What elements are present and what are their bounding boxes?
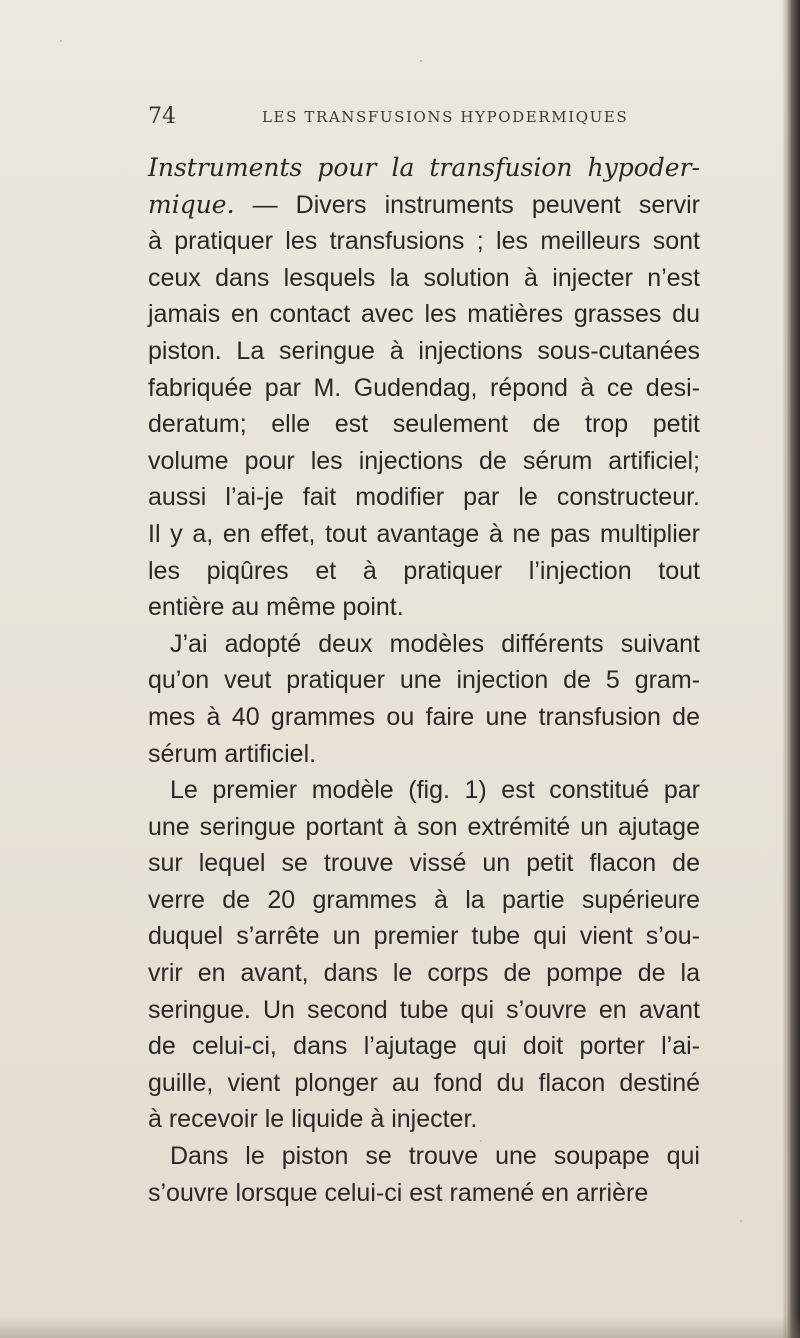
line-text: deratum; elle est seulement de trop petit — [148, 410, 700, 439]
line-text: Dans le piston se trouve une soupape qui — [170, 1142, 700, 1171]
text-line — [148, 918, 700, 955]
line-text: ceux dans lesquels la solution à injecter n’est — [148, 263, 700, 292]
text-line — [148, 772, 700, 809]
line-text: J’ai adopté deux modèles différents suivant — [170, 629, 700, 658]
text-line — [148, 882, 700, 919]
text-line — [148, 955, 700, 992]
text-line — [148, 736, 700, 773]
line-text: — Divers instruments peuvent servir — [234, 190, 700, 219]
text-line — [148, 626, 700, 663]
line-text: qu’on veut pratiquer une injection de 5 gram- — [148, 666, 700, 695]
line-text: duquel s’arrête un premier tube qui vient s’ou- — [148, 922, 700, 951]
line-text: guille, vient plonger au fond du flacon destiné — [148, 1068, 700, 1097]
text-line — [148, 150, 700, 187]
line-text: une seringue portant à son extrémité un ajutage — [148, 812, 700, 841]
text-line — [148, 699, 700, 736]
line-text: aussi l’ai-je fait modifier par le constructeur. — [148, 483, 700, 512]
paper-speck — [740, 1220, 742, 1222]
body-text — [148, 150, 700, 1211]
paper-speck — [480, 1140, 482, 1142]
paper-speck — [420, 60, 422, 62]
text-line — [148, 443, 700, 480]
italic-heading: Instruments pour la transfusion hypoder- — [148, 153, 700, 182]
line-text: à recevoir le liquide à injecter. — [148, 1105, 478, 1134]
page-bottom-shadow — [0, 1316, 800, 1338]
text-line — [148, 1138, 700, 1175]
line-text: jamais en contact avec les matières grasses du — [148, 300, 700, 329]
text-line — [148, 992, 700, 1029]
page-number: 74 — [148, 104, 176, 129]
text-line — [148, 516, 700, 553]
running-title: LES TRANSFUSIONS HYPODERMIQUES — [262, 108, 629, 126]
line-text: à pratiquer les transfusions ; les meilleurs sont — [148, 227, 700, 256]
line-text: verre de 20 grammes à la partie supérieure — [148, 885, 700, 914]
line-text: de celui-ci, dans l’ajutage qui doit porter l’ai- — [148, 1032, 700, 1061]
text-line — [148, 333, 700, 370]
text-line — [148, 1175, 700, 1212]
line-text: s’ouvre lorsque celui-ci est ramené en arrière — [148, 1178, 649, 1207]
text-line — [148, 479, 700, 516]
text-line — [148, 406, 700, 443]
text-line — [148, 1065, 700, 1102]
line-text: les piqûres et à pratiquer l’injection tout — [148, 556, 700, 585]
text-line — [148, 223, 700, 260]
text-line — [148, 662, 700, 699]
line-text: piston. La seringue à injections sous-cutanées — [148, 336, 700, 365]
line-text: volume pour les injections de sérum artificiel; — [148, 446, 700, 475]
text-line — [148, 845, 700, 882]
line-text: entière au même point. — [148, 593, 404, 622]
text-line — [148, 187, 700, 224]
italic-heading: mique. — [148, 189, 235, 219]
text-line — [148, 553, 700, 590]
text-line — [148, 589, 700, 626]
text-line — [148, 1101, 700, 1138]
line-text: sérum artificiel. — [148, 739, 317, 768]
book-binding-edge — [786, 0, 800, 1338]
line-text: vrir en avant, dans le corps de pompe de la — [148, 959, 700, 988]
paper-speck — [60, 40, 62, 42]
text-line — [148, 809, 700, 846]
line-text: sur lequel se trouve vissé un petit flacon de — [148, 849, 700, 878]
line-text: mes à 40 grammes ou faire une transfusion de — [148, 702, 700, 731]
text-line — [148, 296, 700, 333]
text-line — [148, 1028, 700, 1065]
line-text: Le premier modèle (fig. 1) est constitué par — [170, 776, 700, 805]
text-line — [148, 260, 700, 297]
line-text: fabriquée par M. Gudendag, répond à ce desi- — [148, 373, 700, 402]
running-head — [0, 94, 800, 134]
text-line — [148, 370, 700, 407]
line-text: Il y a, en effet, tout avantage à ne pas multiplier — [148, 519, 700, 548]
line-text: seringue. Un second tube qui s’ouvre en avant — [148, 995, 700, 1024]
